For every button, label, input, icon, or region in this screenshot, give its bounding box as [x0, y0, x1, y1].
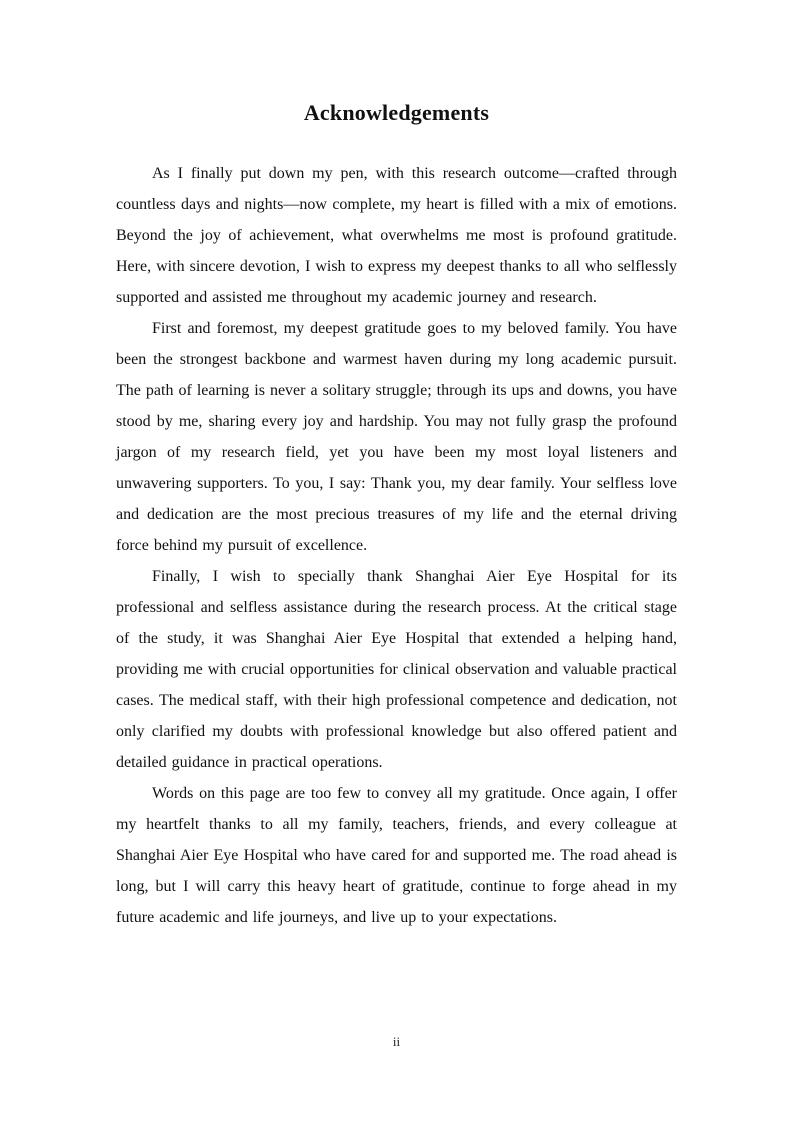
- page-content: [116, 98, 677, 933]
- paragraph-2: First and foremost, my deepest gratitude goes to my beloved family. You have been the strongest backbone and warmest haven during my long academic pursuit. The path of learning is never a solitary struggle; through its ups and downs, you have stood by me, sharing every joy and hardship. You may not fully grasp the profound jargon of my research field, yet you have been my most loyal listeners and unwavering supporters. To you, I say: Thank you, my dear family. Your selfless love and dedication are the most precious treasures of my life and the eternal driving force behind my pursuit of excellence.: [116, 320, 677, 554]
- paragraph-4: Words on this page are too few to convey all my gratitude. Once again, I offer my heartfelt thanks to all my family, teachers, friends, and every colleague at Shanghai Aier Eye Hospital who have cared for and supported me. The road ahead is long, but I will carry this heavy heart of gratitude, continue to forge ahead in my future academic and life journeys, and live up to your expectations.: [116, 785, 677, 926]
- page-title: Acknowledgements: [303, 100, 490, 125]
- paragraph-1: As I finally put down my pen, with this research outcome—crafted through countless days and nights—now complete, my heart is filled with a mix of emotions. Beyond the joy of achievement, what overwhelms me most is profound gratitude. Here, with sincere devotion, I wish to express my deepest thanks to all who selflessly supported and assisted me throughout my academic journey and research.: [116, 165, 677, 306]
- paragraph-3: Finally, I wish to specially thank Shanghai Aier Eye Hospital for its professional and selfless assistance during the research process. At the critical stage of the study, it was Shanghai Aier Eye Hospital that extended a helping hand, providing me with crucial opportunities for clinical observation and valuable practical cases. The medical staff, with their high professional competence and dedication, not only clarified my doubts with professional knowledge but also offered patient and detailed guidance in practical operations.: [116, 568, 677, 771]
- page-number: ii: [392, 1034, 401, 1049]
